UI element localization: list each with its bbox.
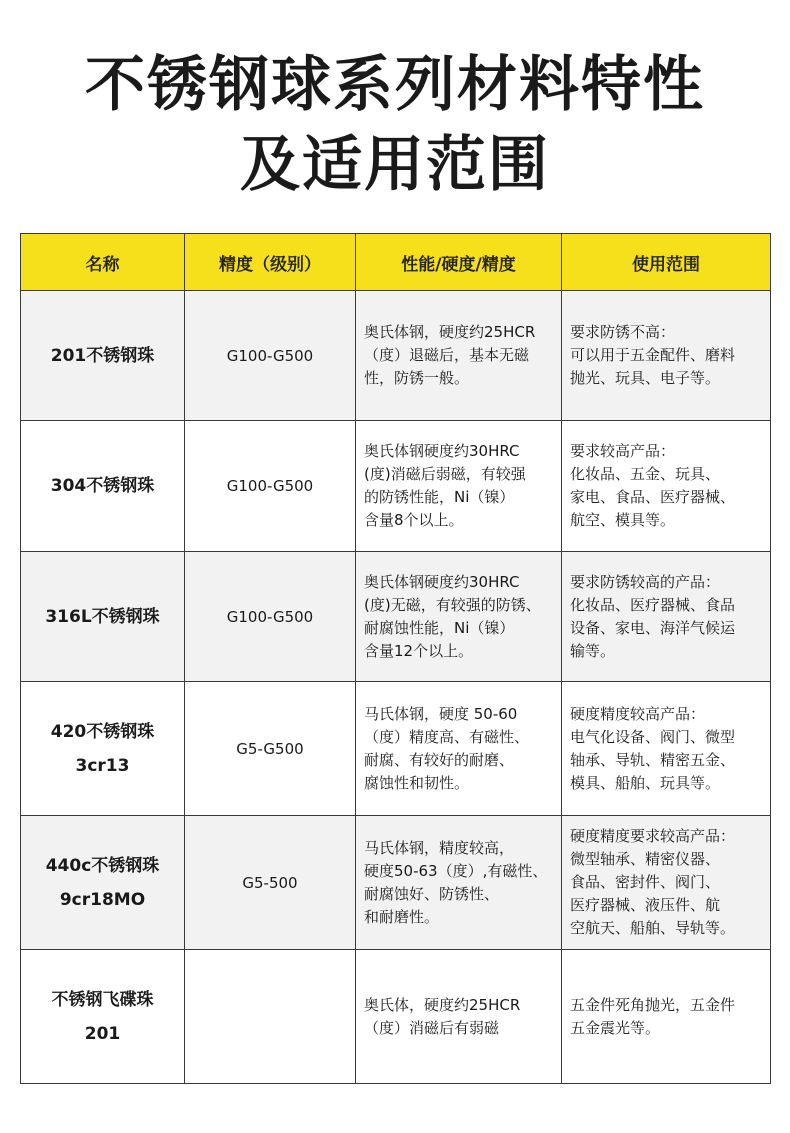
cell-grade: G100-G500 bbox=[185, 291, 356, 421]
page-title-line-1: 不锈钢球系列材料特性 bbox=[85, 50, 705, 120]
cell-properties: 奥氏体钢硬度约30HRC (度)无磁，有较强的防锈、 耐腐蚀性能，Ni（镍） 含量12个以上。 bbox=[356, 552, 562, 682]
table-row bbox=[21, 552, 771, 682]
cell-usage: 要求较高产品： 化妆品、五金、玩具、 家电、食品、医疗器械、 航空、模具等。 bbox=[562, 421, 771, 552]
header-name: 名称 bbox=[21, 234, 185, 291]
cell-grade bbox=[185, 950, 356, 1084]
cell-name: 不锈钢飞碟珠 201 bbox=[21, 950, 185, 1084]
cell-name: 304不锈钢珠 bbox=[21, 421, 185, 552]
cell-usage: 硬度精度较高产品： 电气化设备、阀门、微型 轴承、导轨、精密五金、 模具、船舶、玩具等。 bbox=[562, 682, 771, 816]
cell-name: 440c不锈钢珠 9cr18MO bbox=[21, 816, 185, 950]
cell-grade: G5-500 bbox=[185, 816, 356, 950]
cell-name: 420不锈钢珠 3cr13 bbox=[21, 682, 185, 816]
cell-properties: 马氏体钢，精度较高， 硬度50-63（度）,有磁性、 耐腐蚀好、防锈性、 和耐磨性。 bbox=[356, 816, 562, 950]
cell-usage: 硬度精度要求较高产品： 微型轴承、精密仪器、 食品、密封件、阀门、 医疗器械、液压件、航 空航天、船舶、导轨等。 bbox=[562, 816, 771, 950]
table-row bbox=[21, 816, 771, 950]
page-title-line-2: 及适用范围 bbox=[240, 130, 550, 200]
cell-properties: 奥氏体钢硬度约30HRC (度)消磁后弱磁，有较强 的防锈性能，Ni（镍） 含量8个以上。 bbox=[356, 421, 562, 552]
cell-grade: G100-G500 bbox=[185, 552, 356, 682]
cell-usage: 五金件死角抛光，五金件 五金震光等。 bbox=[562, 950, 771, 1084]
table-row bbox=[21, 291, 771, 421]
cell-usage: 要求防锈不高： 可以用于五金配件、磨料 抛光、玩具、电子等。 bbox=[562, 291, 771, 421]
cell-grade: G5-G500 bbox=[185, 682, 356, 816]
material-spec-table bbox=[20, 233, 771, 1084]
cell-grade: G100-G500 bbox=[185, 421, 356, 552]
table-header-row bbox=[21, 234, 771, 291]
header-usage: 使用范围 bbox=[562, 234, 771, 291]
cell-properties: 奥氏体钢，硬度约25HCR （度）退磁后，基本无磁 性，防锈一般。 bbox=[356, 291, 562, 421]
cell-name: 316L不锈钢珠 bbox=[21, 552, 185, 682]
cell-properties: 马氏体钢，硬度 50-60 （度）精度高、有磁性、 耐腐、有较好的耐磨、 腐蚀性和韧性。 bbox=[356, 682, 562, 816]
table-row bbox=[21, 950, 771, 1084]
header-properties: 性能/硬度/精度 bbox=[356, 234, 562, 291]
header-grade: 精度（级别） bbox=[185, 234, 356, 291]
cell-name: 201不锈钢珠 bbox=[21, 291, 185, 421]
cell-usage: 要求防锈较高的产品： 化妆品、医疗器械、食品 设备、家电、海洋气候运 输等。 bbox=[562, 552, 771, 682]
cell-properties: 奥氏体，硬度约25HCR （度）消磁后有弱磁 bbox=[356, 950, 562, 1084]
table-row bbox=[21, 682, 771, 816]
table-row bbox=[21, 421, 771, 552]
